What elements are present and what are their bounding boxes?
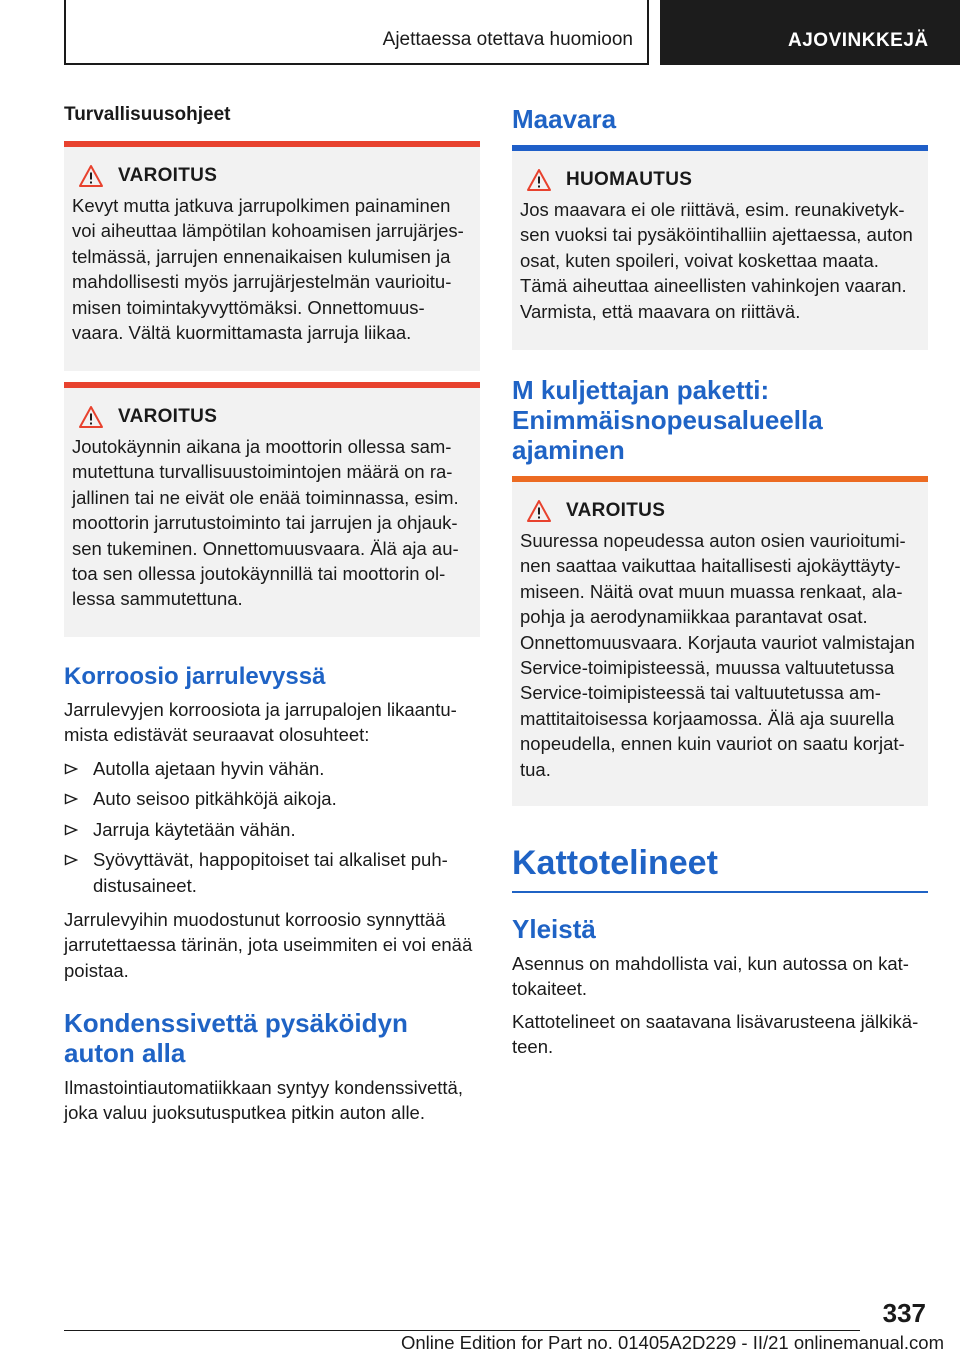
header-chapter-title: AJOVINKKEJÄ <box>788 29 929 51</box>
list-item-text: Syövyttävät, happopitoiset tai alkaliset puh- <box>93 849 448 871</box>
warning-triangle-icon <box>526 168 552 192</box>
warning-box-brakes <box>64 141 480 371</box>
warning-title: VAROITUS <box>566 500 666 521</box>
warning-line: sen tukeminen. Onnettomuusvaara. Älä aja au- <box>72 537 459 559</box>
footer-divider <box>64 1330 860 1331</box>
text-line: poistaa. <box>64 959 129 981</box>
list-item <box>64 786 480 811</box>
notice-box-ground-clearance <box>512 145 928 350</box>
warning-line: mahdollisesti myös jarrujärjestelmän vaurioitu- <box>72 271 452 293</box>
triangle-bullet-icon <box>64 763 78 775</box>
warning-line: Suuressa nopeudessa auton osien vaurioitumi- <box>520 530 906 551</box>
warning-line: nopeudella, ennen kuin vauriot on saatu korjat- <box>520 733 905 755</box>
corrosion-bullet-list <box>64 756 480 898</box>
heading-line: ajaminen <box>512 435 625 465</box>
heading-line: M kuljettajan paketti: <box>512 375 770 405</box>
warning-box-idle <box>64 382 480 637</box>
warning-line: voi aiheuttaa lämpötilan kohoamisen jarrujärjes- <box>72 220 464 242</box>
page-number: 337 <box>882 1298 926 1328</box>
header-section-title: Ajettaessa otettava huomioon <box>382 28 633 50</box>
text-line: joka valuu juoksutusputkea pitkin auton alle. <box>64 1102 425 1124</box>
warning-text <box>72 434 472 612</box>
corrosion-outro <box>64 907 480 983</box>
heading-line: Enimmäisnopeusalueella <box>512 405 823 435</box>
triangle-bullet-icon <box>64 854 78 866</box>
header-section-box <box>64 0 649 65</box>
text-line: jarrutettaessa tärinän, jota useimmiten ei voi enää <box>64 934 473 956</box>
text-line: teen. <box>512 1036 554 1058</box>
warning-text <box>72 193 472 345</box>
warning-line: Kevyt mutta jatkuva jarrupolkimen painaminen <box>72 195 451 216</box>
warning-line: lessa sammutettuna. <box>72 588 243 610</box>
text-line: Asennus on mahdollista vai, kun autossa on kat- <box>512 953 909 974</box>
warning-line: jallinen tai ne eivät ole enää toiminnassa, esim. <box>72 486 459 508</box>
warning-line: telmässä, jarrujen ennenaikaisen kulumisen ja <box>72 245 451 267</box>
warning-line: mutettuna turvallisuustoimintojen määrä on ra- <box>72 461 453 483</box>
warning-line: toa sen ollessa joutokäynnillä tai moottorin ol- <box>72 563 446 585</box>
roof-racks-para-2 <box>512 1009 928 1060</box>
heading-line: auton alla <box>64 1038 186 1068</box>
corrosion-intro <box>64 697 480 748</box>
warning-line: Service-toimipisteessä tai valtuutetussa am- <box>520 682 881 704</box>
text-line: Jarrulevyjen korroosiota ja jarrupalojen likaantu- <box>64 699 457 720</box>
notice-text <box>520 197 920 324</box>
heading-roof-racks: Kattotelineet <box>512 843 928 893</box>
warning-line: Service-toimipisteessä, muussa valtuutetussa <box>520 657 895 679</box>
warning-line: pohja ja aerodynamiikkaa parantavat osat. <box>520 606 868 628</box>
warning-line: miseen. Näitä ovat muun muassa renkaat, ala- <box>520 580 903 602</box>
warning-text <box>520 528 920 782</box>
notice-title: HUOMAUTUS <box>566 169 693 190</box>
list-item-text: distusaineet. <box>93 874 197 896</box>
list-item <box>64 847 480 898</box>
warning-line: mattitaitoisessa korjaamossa. Älä aja suurella <box>520 707 895 729</box>
text-line: Ilmastointiautomatiikkaan syntyy kondenssivettä, <box>64 1077 463 1098</box>
warning-title: VAROITUS <box>118 165 218 186</box>
warning-line: Joutokäynnin aikana ja moottorin ollessa sam- <box>72 436 452 457</box>
condensation-text <box>64 1075 480 1126</box>
warning-box-high-speed <box>512 476 928 806</box>
notice-line: Tämä aiheuttaa aineellisten vahinkojen vaaran. <box>520 275 907 297</box>
warning-title: VAROITUS <box>118 406 218 427</box>
warning-line: misen toimintakyvyttömäksi. Onnettomuus- <box>72 296 425 318</box>
heading-condensation <box>64 1008 480 1068</box>
heading-corrosion: Korroosio jarrulevyssä <box>64 663 326 690</box>
heading-line: Kondenssivettä pysäköidyn <box>64 1008 408 1038</box>
list-item <box>64 756 480 781</box>
list-item-text: Auto seisoo pitkähköjä aikoja. <box>93 788 337 810</box>
heading-ground-clearance: Maavara <box>512 104 617 134</box>
notice-line: sen vuoksi tai pysäköintihalliin ajettaessa, auton <box>520 224 913 246</box>
roof-racks-para-1 <box>512 951 928 1002</box>
warning-triangle-icon <box>78 405 104 429</box>
heading-m-driver-package <box>512 375 928 465</box>
warning-line: nen saattaa vaikuttaa haitallisesti ajokäyttäyty- <box>520 555 901 577</box>
text-line: tokaiteet. <box>512 978 588 1000</box>
footer-edition: Online Edition for Part no. 01405A2D229 - II/21 onlinemanual.com <box>401 1332 944 1353</box>
warning-line: vaara. Vältä kuormittamasta jarruja liikaa. <box>72 322 412 344</box>
warning-triangle-icon <box>78 164 104 188</box>
notice-line: Varmista, että maavara on riittävä. <box>520 300 801 322</box>
warning-triangle-icon <box>526 499 552 523</box>
text-line: Kattotelineet on saatavana lisävarusteena jälkikä- <box>512 1011 919 1032</box>
safety-title: Turvallisuusohjeet <box>64 104 231 125</box>
list-item <box>64 817 480 842</box>
heading-general: Yleistä <box>512 914 596 944</box>
warning-line: moottorin jarrutustoiminto tai jarrujen ja ohjauk- <box>72 512 458 534</box>
triangle-bullet-icon <box>64 824 78 836</box>
list-item-text: Jarruja käytetään vähän. <box>93 818 296 840</box>
triangle-bullet-icon <box>64 793 78 805</box>
notice-line: Jos maavara ei ole riittävä, esim. reunakivetyk- <box>520 199 905 220</box>
list-item-text: Autolla ajetaan hyvin vähän. <box>93 758 325 779</box>
warning-line: Onnettomuusvaara. Korjauta vauriot valmistajan <box>520 631 915 653</box>
header-chapter-box <box>660 0 960 65</box>
warning-line: tua. <box>520 758 551 780</box>
text-line: Jarrulevyihin muodostunut korroosio synnyttää <box>64 909 446 930</box>
text-line: mista edistävät seuraavat olosuhteet: <box>64 724 370 746</box>
notice-line: osat, kuten spoileri, voivat koskettaa maata. <box>520 249 879 271</box>
